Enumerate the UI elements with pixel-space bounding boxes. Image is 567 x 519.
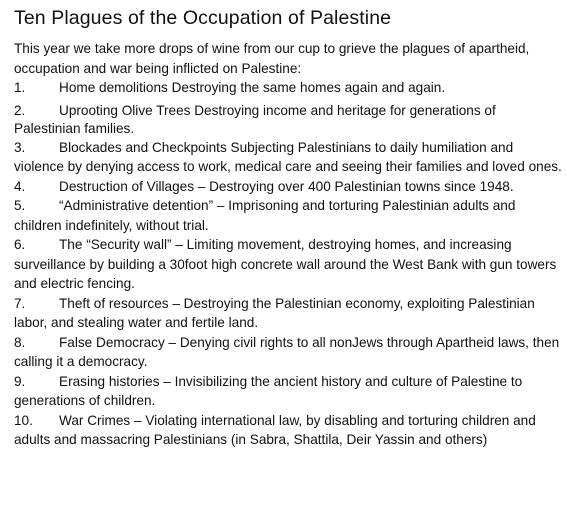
item-text: Blockades and Checkpoints Subjecting Palestinians to daily humiliation and violence by denying access to work, medical care and seeing their families and loved ones. <box>14 139 562 174</box>
item-text: “Administrative detention” – Imprisoning and torturing Palestinian adults and children indefinitely, without trial. <box>14 198 516 233</box>
item-number: 4. <box>14 178 26 194</box>
item-number: 7. <box>14 295 26 311</box>
list-item <box>14 177 562 197</box>
list-item <box>14 102 562 138</box>
item-number: 2. <box>14 102 26 118</box>
item-number: 3. <box>14 139 26 155</box>
item-text: Destruction of Villages – Destroying over 400 Palestinian towns since 1948. <box>59 178 514 194</box>
list-item <box>14 78 562 98</box>
item-number: 5. <box>14 198 26 213</box>
list-item <box>14 196 562 235</box>
item-number: 9. <box>14 373 26 389</box>
document-title: Ten Plagues of the Occupation of Palestine <box>14 7 392 29</box>
list-item <box>14 411 562 450</box>
list-item <box>14 294 562 333</box>
item-text: Uprooting Olive Trees Destroying income and heritage for generations of Palestinian families. <box>14 102 496 136</box>
list-item <box>14 333 562 372</box>
item-text: False Democracy – Denying civil rights to all nonJews through Apartheid laws, then calling it a democracy. <box>14 334 560 369</box>
plague-list <box>14 78 562 450</box>
list-item <box>14 138 562 177</box>
item-text: Erasing histories – Invisibilizing the ancient history and culture of Palestine to generations of children. <box>14 373 523 408</box>
item-number: 10. <box>14 412 33 428</box>
item-text: War Crimes – Violating international law, by disabling and torturing children and adults and massacring Palestinians (in Sabra, Shattila, Deir Yassin and others) <box>14 412 536 447</box>
item-number: 8. <box>14 334 26 350</box>
list-item <box>14 235 562 294</box>
item-number: 6. <box>14 237 26 252</box>
item-text: The “Security wall” – Limiting movement, destroying homes, and increasing surveillance by building a 30foot high concrete wall around the West Bank with gun towers and electric fencing. <box>14 237 557 291</box>
intro-paragraph: This year we take more drops of wine from our cup to grieve the plagues of apartheid, occupation and war being inflicted on Palestine: <box>14 41 530 76</box>
list-item <box>14 372 562 411</box>
document <box>14 6 562 450</box>
item-number: 1. <box>14 80 26 95</box>
item-text: Home demolitions Destroying the same homes again and again. <box>59 80 446 95</box>
item-text: Theft of resources – Destroying the Palestinian economy, exploiting Palestinian labor, and stealing water and fertile land. <box>14 295 535 330</box>
